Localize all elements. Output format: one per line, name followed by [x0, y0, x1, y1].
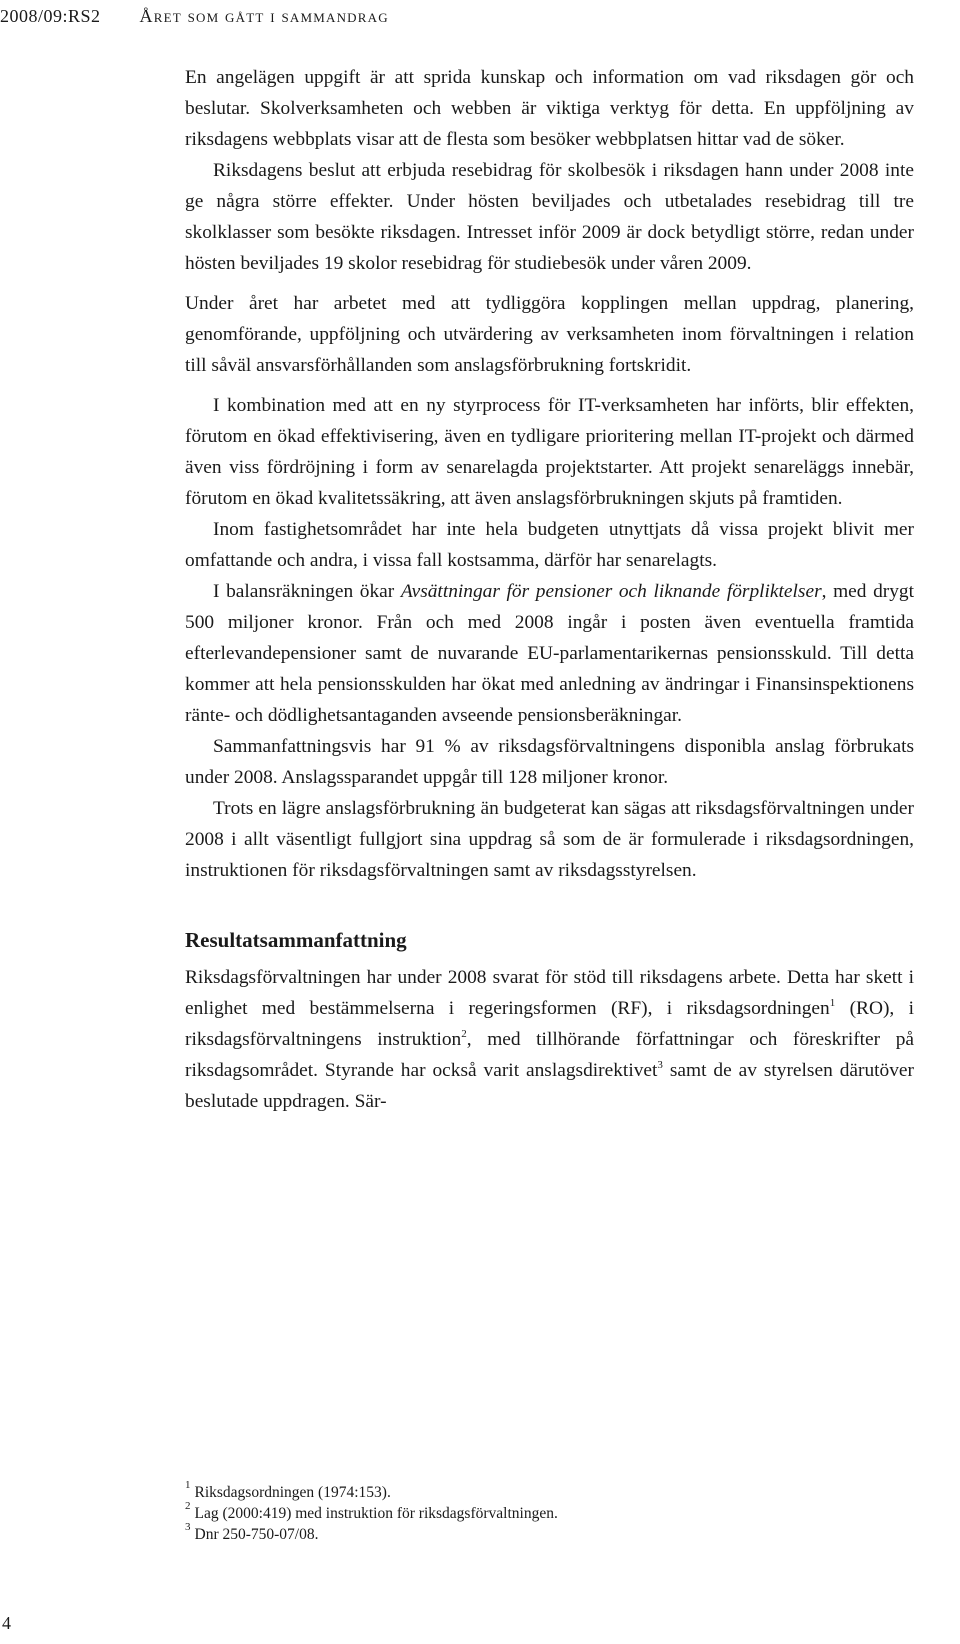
- footnote-item: $^3$ Dnr 250-750-07/08.: [185, 1521, 319, 1543]
- paragraph-planning-work: Under året har arbetet med att tydliggöra kopplingen mellan uppdrag, planering, genomförande, uppföljning och utvärdering av verksamheten inom förvaltningen i relation till såväl ansvarsförhållanden som anslagsförbrukning fortskridit.: [185, 293, 914, 376]
- footnotes: [185, 1479, 914, 1545]
- body-text: [185, 62, 914, 1117]
- paragraph-web-info: En angelägen uppgift är att sprida kunskap och information om vad riksdagen gör och beslutar. Skolverksamheten och webben är viktiga verktyg för detta. En uppföljning av riksdagens webbplats visar att de flesta som besöker webbplatsen hittar vad de söker.: [185, 67, 914, 150]
- running-header: [0, 6, 389, 27]
- paragraph-results-summary: Riksdagsförvaltningen har under 2008 svarat för stöd till riksdagens arbete. Detta har skett i enlighet med bestämmelserna i regeringsformen (RF), i riksdagsordningen$^1$ (RO), i riksdagsförvaltningens instruktion$^2$, med tillhörande författningar och föreskrifter på riksdagsområdet. Styrande har också varit anslagsdirektivet$^3$ samt de av styrelsen därutöver beslutade uppdragen. Sär-: [185, 967, 914, 1112]
- paragraph-property-budget: Inom fastighetsområdet har inte hela budgeten utnyttjats då vissa projekt blivit mer omfattande och andra, i vissa fall kostsamma, därför har senarelagts.: [185, 519, 914, 571]
- paragraph-travel-grants: Riksdagens beslut att erbjuda resebidrag för skolbesök i riksdagen hann under 2008 inte ge några större effekter. Under hösten beviljades och utbetalades resebidrag till tre skolklasser som besökte riksdagen. Intresset inför 2009 är dock betydligt större, redan under hösten beviljades 19 skolor resebidrag för studiebesök under våren 2009.: [185, 160, 914, 274]
- section-heading: Resultatsammanfattning: [185, 928, 407, 952]
- paragraph-conclusion: Trots en lägre anslagsförbrukning än budgeterat kan sägas att riksdagsförvaltningen under 2008 i allt väsentligt fullgjort sina uppdrag så som de är formulerade i riksdagsordningen, instruktionen för riksdagsförvaltningen samt av riksdagsstyrelsen.: [185, 798, 914, 881]
- page-number: 4: [2, 1613, 11, 1633]
- footnote-ref-2[interactable]: 2: [461, 1028, 467, 1040]
- emphasized-term: Avsättningar för pensioner och liknande förpliktelser: [400, 581, 822, 602]
- paragraph-it-process: I kombination med att en ny styrprocess för IT-verksamheten har införts, blir effekten, förutom en ökad effektivisering, även en tydligare prioritering mellan IT-projekt och därmed även viss fördröjning i form av senarelagda projektstarter. Att projekt senareläggs innebär, förutom en ökad kvalitetssäkring, att även anslagsförbrukningen skjuts på framtiden.: [185, 395, 914, 509]
- footnote-item: $^1$ Riksdagsordningen (1974:153).: [185, 1479, 391, 1501]
- paragraph-balance-sheet: I balansräkningen ökar Avsättningar för pensioner och liknande förpliktelser, med drygt 500 miljoner kronor. Från och med 2008 ingår i posten även eventuella framtida efterlevandepensioner samt de nuvarande EU-parlamentarikernas pensionsskuld. Till detta kommer att hela pensionsskulden har ökat med anledning av ändringar i Finansinspektionens ränte- och dödlighetsantaganden avseende pensionsberäkningar.: [185, 581, 915, 726]
- document-id: 2008/09:RS2: [0, 6, 101, 26]
- footnote-ref-1[interactable]: 1: [829, 997, 836, 1009]
- footnote-ref-3[interactable]: 3: [657, 1059, 663, 1071]
- paragraph-summary-allocation: Sammanfattningsvis har 91 % av riksdagsförvaltningens disponibla anslag förbrukats under 2008. Anslagssparandet uppgår till 128 miljoner kronor.: [185, 736, 914, 788]
- footnote-item: $^2$ Lag (2000:419) med instruktion för riksdagsförvaltningen.: [185, 1500, 558, 1522]
- section-header-title: Året som gått i sammandrag: [139, 6, 389, 26]
